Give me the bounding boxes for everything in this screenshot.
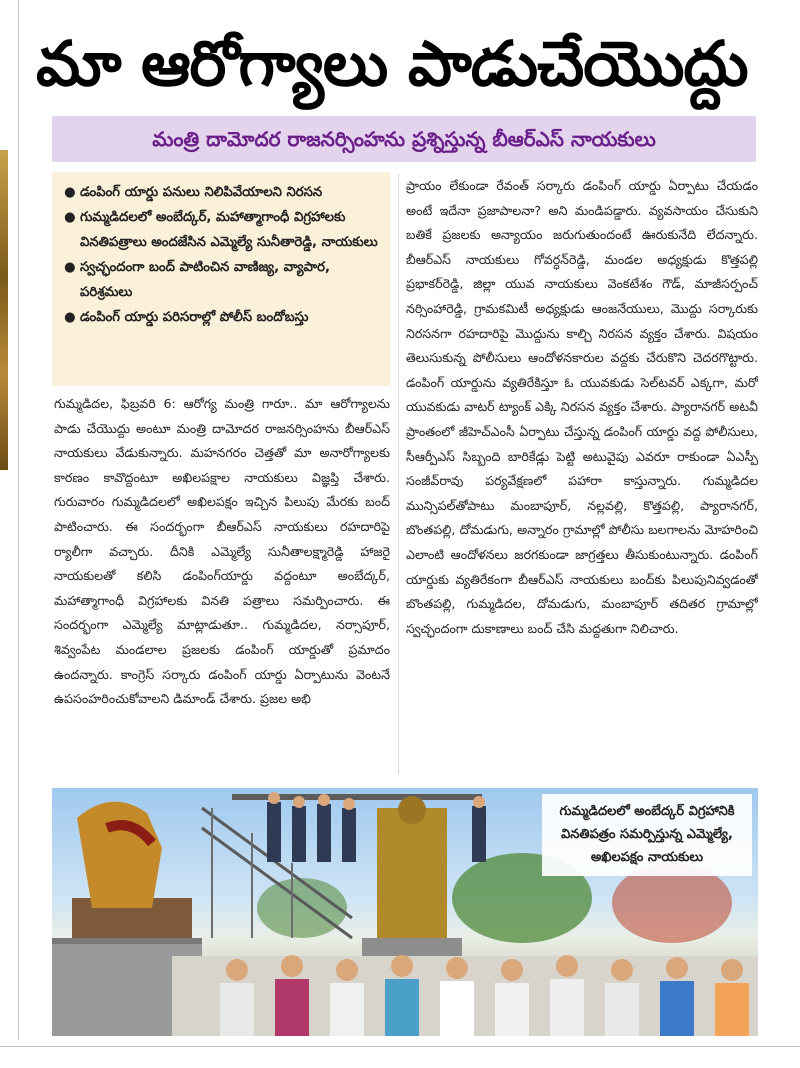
highlight-item [64, 305, 382, 330]
article-body-left: గుమ్మడిదల, ఫిబ్రవరి 6: ఆరోగ్య మంత్రి గారూ.. మా ఆరోగ్యాలను పాడు చేయొద్దు అంటూ మంత్రి దామోదర రాజనర్సింహను బీఆర్ఎస్ నాయకులు వేడుకున్నారు. మహనగరం చెత్తతో మా అనారోగ్యాలకు కారణం కావొద్దంటూ అఖిలపక్షాల నాయకులు విజ్ఞప్తి చేశారు. గురువారం గుమ్మడిదలలో అఖిలపక్షం ఇచ్చిన పిలుపు మేరకు బంద్ పాటించారు. ఈ సందర్భంగా బీఆర్ఎస్ నాయకులు రహదారిపై ర్యాలీగా వచ్చారు. దీనికి ఎమ్మెల్యే సునీతాలక్ష్మారెడ్డి హాజరై నాయకులతో కలిసి డంపింగ్‌యార్డు వద్దంటూ అంబేద్కర్, మహాత్మాగాంధీ విగ్రహాలకు వినతి పత్రాలు సమర్పించారు. ఈ సందర్భంగా ఎమ్మెల్యే మాట్లాడుతూ.. గుమ్మడిదల, నర్సాపూర్, శివ్వంపేట మండలాల ప్రజలకు డంపింగ్ యార్డుతో ప్రమాదం ఉందన్నారు. కాంగ్రెస్ సర్కారు డంపింగ్ యార్డు ఏర్పాటును వెంటనే ఉపసంహరించుకోవాలని డిమాండ్ చేశారు. ప్రజల అభి [54, 396, 390, 707]
bullet-icon: ● [64, 310, 76, 325]
column-divider [398, 174, 399, 774]
bullet-icon: ● [64, 210, 76, 225]
highlight-text: స్వచ్ఛందంగా బంద్ పాటించిన వాణిజ్య, వ్యాపార, పరిశ్రమలు [80, 260, 330, 300]
adjacent-photo-edge [0, 150, 8, 470]
photo-caption: గుమ్మడిదలలో అంబేద్కర్ విగ్రహానికి వినతిపత్రం సమర్పిస్తున్న ఎమ్మెల్యే, అఖిలపక్షం నాయకులు [542, 794, 752, 876]
highlight-text: గుమ్మడిదలలో అంబేద్కర్, మహాత్మాగాంధీ విగ్రహాలకు వినతిపత్రాలు అందజేసిన ఎమ్మెల్యే సునీతారెడ్డి, నాయకులు [80, 210, 378, 250]
news-photo [52, 788, 758, 1036]
highlights-box [52, 172, 390, 386]
article-body-right: ప్రాయం లేకుండా రేవంత్ సర్కారు డంపింగ్ యార్డు ఏర్పాటు చేయడం అంటే ఇదేనా ప్రజాపాలనా? అని మండిపడ్డారు. వ్యవసాయం చేసుకుని బతికే ప్రజలకు అన్యాయం జరుగుతుందంటే ఊరుకునేది లేదన్నారు. బీఆర్ఎస్ నాయకులు గోవర్ధన్‌రెడ్డి, మండల అధ్యక్షుడు కొత్తపల్లి ప్రభాకర్‌రెడ్డి, జిల్లా యువ నాయకులు వెంకటేశం గౌడ్, మాజీసర్పంచ్ నర్సింహారెడ్డి, గ్రామకమిటీ అధ్యక్షుడు ఆంజనేయులు, మొద్దు సర్కారుకు నిరసనగా రహదారిపై మొద్దును కాల్చి నిరసన వ్యక్తం చేశారు. విషయం తెలుసుకున్న పోలీసులు ఆందోళనకారుల వద్దకు చేరుకొని చెదరగొట్టారు. డంపింగ్ యార్డును వ్యతిరేకిస్తూ ఓ యువకుడు సెల్‌టవర్ ఎక్కగా, మరో యువకుడు వాటర్ ట్యాంక్ ఎక్కి నిరసన వ్యక్తం చేశారు. ప్యారానగర్ అటవీ ప్రాంతంలో జీహెచ్ఎంసీ ఏర్పాటు చేస్తున్న డంపింగ్ యార్డు వద్ద పోలీసులు, సీఆర్పీఎస్ సిబ్బంది బారికేడ్లు పెట్టి అటువైపు ఎవరూ రాకుండా ఏఎస్పీ సంజీవ్‌రావు పర్యవేక్షణలో పహారా కాస్తున్నారు. గుమ్మడిదల మున్సిపల్‌తోపాటు మంబాపూర్, నల్లవల్లి, కొత్తపల్లి, ప్యారానగర్, బొంతపల్లి, దోమడుగు, అన్నారం గ్రామాల్లో పోలీసు బలగాలను మోహరించి ఎలాంటి ఆందోళనలు జరగకుండా జాగ్రత్తలు తీసుకుంటున్నారు. డంపింగ్ యార్డుకు వ్యతిరేకంగా బీఆర్ఎస్ నాయకులు బంద్‌కు పిలుపునివ్వడంతో బొంతపల్లి, గుమ్మడిదల, దోమడుగు, మంబాపూర్ తదితర గ్రామాల్లో స్వచ్ఛందంగా దుకాణాలు బంద్ చేసి మద్దతుగా నిలిచారు. [406, 178, 758, 636]
page-bottom-rule [0, 1046, 800, 1047]
highlight-text: డంపింగ్ యార్డు పరిసరాల్లో పోలీస్ బందోబస్తు [80, 310, 309, 325]
bullet-icon: ● [64, 260, 76, 275]
highlight-item [64, 205, 382, 255]
bullet-icon: ● [64, 185, 76, 200]
highlight-text: డంపింగ్ యార్డు పనులు నిలిపివేయాలని నిరసన [80, 185, 323, 200]
subheadline: మంత్రి దామోదర రాజనర్సింహను ప్రశ్నిస్తున్న బీఆర్ఎస్ నాయకులు [52, 116, 756, 162]
column-rule-left [18, 0, 19, 1040]
highlight-item [64, 255, 382, 305]
highlight-item [64, 180, 382, 205]
headline: మా ఆరోగ్యాలు పాడుచేయొద్దు [36, 27, 748, 100]
